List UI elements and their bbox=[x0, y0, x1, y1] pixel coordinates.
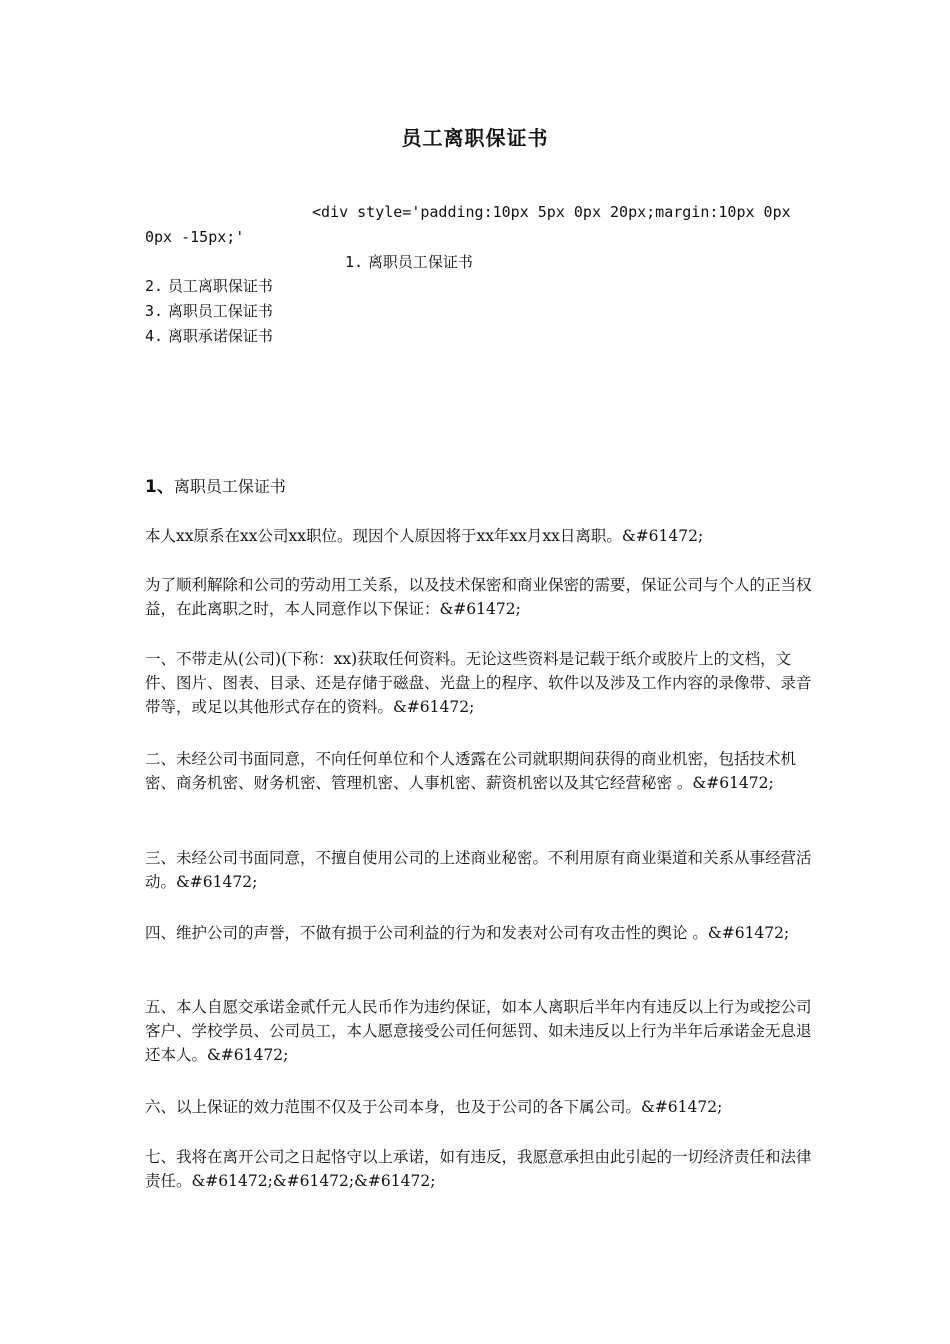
toc-item-number: 2. bbox=[145, 277, 164, 295]
code-text-line-1: <div style='padding:10px 5px 0px 20px;margin:10px 0px bbox=[312, 203, 791, 221]
toc-item-1 bbox=[345, 250, 473, 274]
toc-item-2 bbox=[145, 274, 273, 298]
toc-item-number: 3. bbox=[145, 302, 164, 320]
paragraph-purpose: 为了顺利解除和公司的劳动用工关系，以及技术保密和商业保密的需要，保证公司与个人的正当权益，在此离职之时，本人同意作以下保证：&#61472; bbox=[145, 576, 812, 618]
code-text-line-2: 0px -15px;' bbox=[145, 228, 245, 246]
paragraph-clause-3: 三、未经公司书面同意，不擅自使用公司的上述商业秘密。不利用原有商业渠道和关系从事经营活动。&#61472; bbox=[145, 849, 812, 891]
paragraph-clause-6: 六、以上保证的效力范围不仅及于公司本身，也及于公司的各下属公司。&#61472; bbox=[145, 1098, 723, 1116]
toc-item-label: 离职员工保证书 bbox=[367, 253, 473, 271]
toc-item-label: 离职承诺保证书 bbox=[167, 327, 273, 345]
paragraph-intro: 本人xx原系在xx公司xx职位。现因个人原因将于xx年xx月xx日离职。&#61472; bbox=[145, 527, 704, 545]
paragraph-clause-4: 四、维护公司的声誉，不做有损于公司利益的行为和发表对公司有攻击性的舆论 。&#61472; bbox=[145, 924, 790, 942]
paragraph-clause-1: 一、不带走从(公司)(下称：xx)获取任何资料。无论这些资料是记载于纸介或胶片上的文档，文件、图片、图表、目录、还是存储于磁盘、光盘上的程序、软件以及涉及工作内容的录像带、录音带等，或足以其他形式存在的资料。&#61472; bbox=[145, 650, 812, 716]
toc-item-number: 1. bbox=[345, 253, 364, 271]
paragraph-clause-5: 五、本人自愿交承诺金贰仟元人民币作为违约保证，如本人离职后半年内有违反以上行为或挖公司客户、学校学员、公司员工，本人愿意接受公司任何惩罚、如未违反以上行为半年后承诺金无息退还本人。&#61472; bbox=[145, 998, 812, 1064]
toc-item-label: 员工离职保证书 bbox=[167, 277, 273, 295]
document-title: 员工离职保证书 bbox=[401, 126, 549, 150]
paragraph-clause-7: 七、我将在离开公司之日起恪守以上承诺，如有违反，我愿意承担由此引起的一切经济责任和法律责任。&#61472;&#61472;&#61472; bbox=[145, 1148, 812, 1190]
toc-item-4 bbox=[145, 324, 273, 348]
toc-item-3 bbox=[145, 299, 273, 323]
section-title: 离职员工保证书 bbox=[173, 477, 286, 496]
paragraph-clause-2: 二、未经公司书面同意，不向任何单位和个人透露在公司就职期间获得的商业机密，包括技术机密、商务机密、财务机密、管理机密、人事机密、薪资机密以及其它经营秘密 。&#61472; bbox=[145, 750, 797, 792]
section-number: 1、 bbox=[145, 477, 174, 497]
section-heading bbox=[145, 474, 286, 500]
toc-item-number: 4. bbox=[145, 327, 164, 345]
toc-item-label: 离职员工保证书 bbox=[167, 302, 273, 320]
